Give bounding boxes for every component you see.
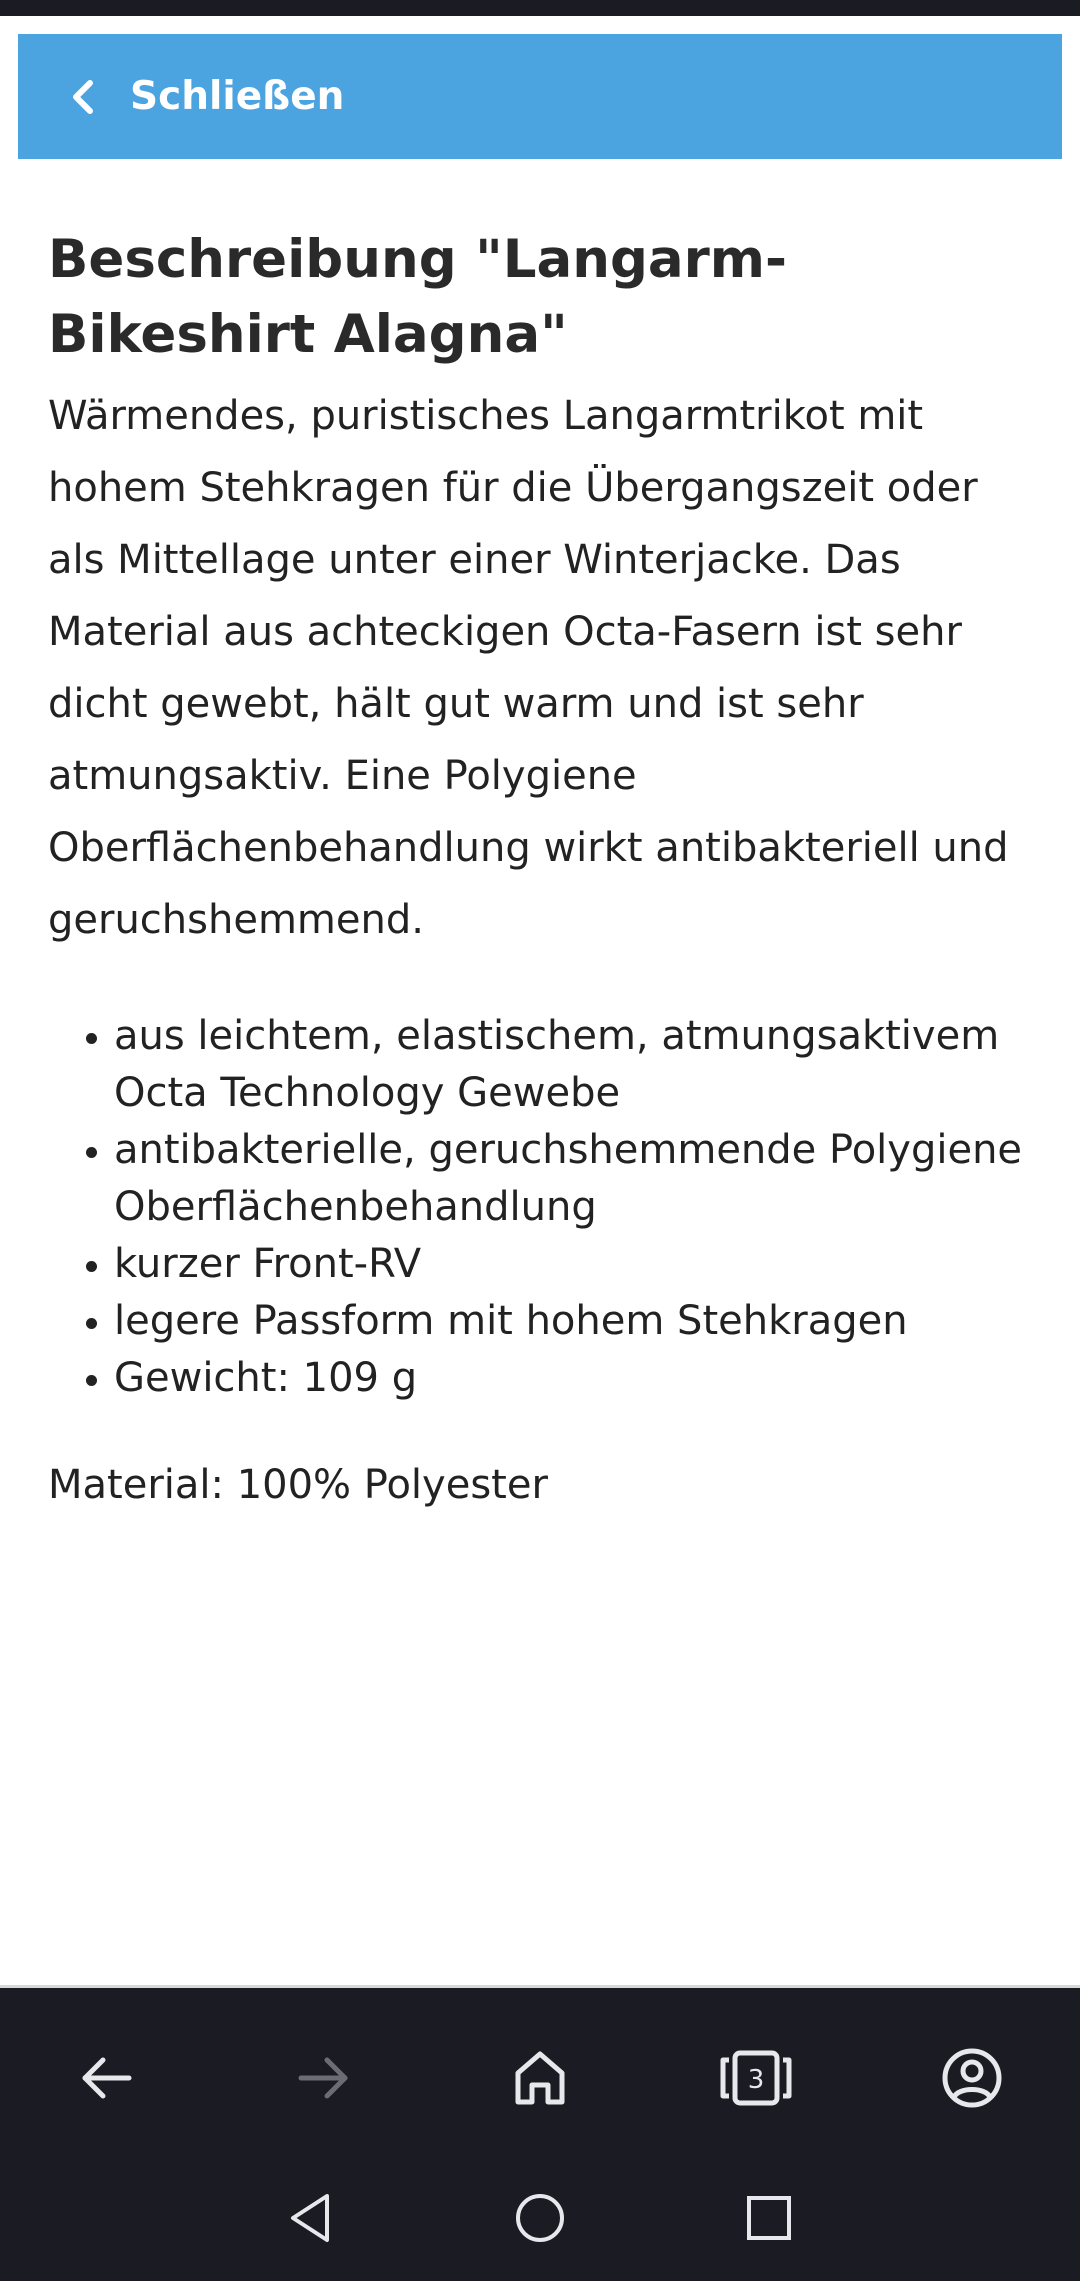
tabs-icon[interactable]	[706, 2028, 806, 2128]
triangle-back-icon[interactable]	[265, 2173, 355, 2263]
tabs-count: 3	[747, 2065, 765, 2095]
material-text: Material: 100% Polyester	[48, 1462, 548, 1508]
close-link[interactable]: Schließen	[130, 74, 345, 119]
home-icon[interactable]	[490, 2028, 590, 2128]
product-description	[48, 222, 1038, 1514]
list-item: • Gewicht: 109 g	[114, 1350, 1038, 1407]
list-item: • antibakterielle, geruchshemmende Polygiene Oberflächenbehandlung	[114, 1122, 1038, 1236]
list-item: • kurzer Front-RV	[114, 1236, 1038, 1293]
feature-list	[48, 1008, 1038, 1407]
status-bar	[0, 0, 1080, 16]
page-title: Beschreibung "Langarm-Bikeshirt Alagna"	[48, 229, 788, 365]
arrow-left-icon[interactable]	[57, 2028, 157, 2128]
chevron-left-icon[interactable]	[48, 62, 118, 132]
description-text: Wärmendes, puristisches Langarmtrikot mit hohem Stehkragen für die Übergangszeit oder als Mittellage unter einer Winterjacke. Das Material aus achteckigen Octa-Fasern ist sehr dicht gewebt, hält gut warm und ist sehr atmungsaktiv. Eine Polygiene Oberflächenbehandlung wirkt antibakteriell und geruchshemmend.	[48, 393, 1009, 943]
list-item: • aus leichtem, elastischem, atmungsaktivem Octa Technology Gewebe	[114, 1008, 1038, 1122]
circle-home-icon[interactable]	[495, 2173, 585, 2263]
account-icon[interactable]	[922, 2028, 1022, 2128]
browser-toolbar	[0, 1985, 1080, 2281]
arrow-right-icon[interactable]	[273, 2028, 373, 2128]
top-bar	[18, 34, 1062, 159]
list-item: • legere Passform mit hohem Stehkragen	[114, 1293, 1038, 1350]
square-recents-icon[interactable]	[724, 2173, 814, 2263]
